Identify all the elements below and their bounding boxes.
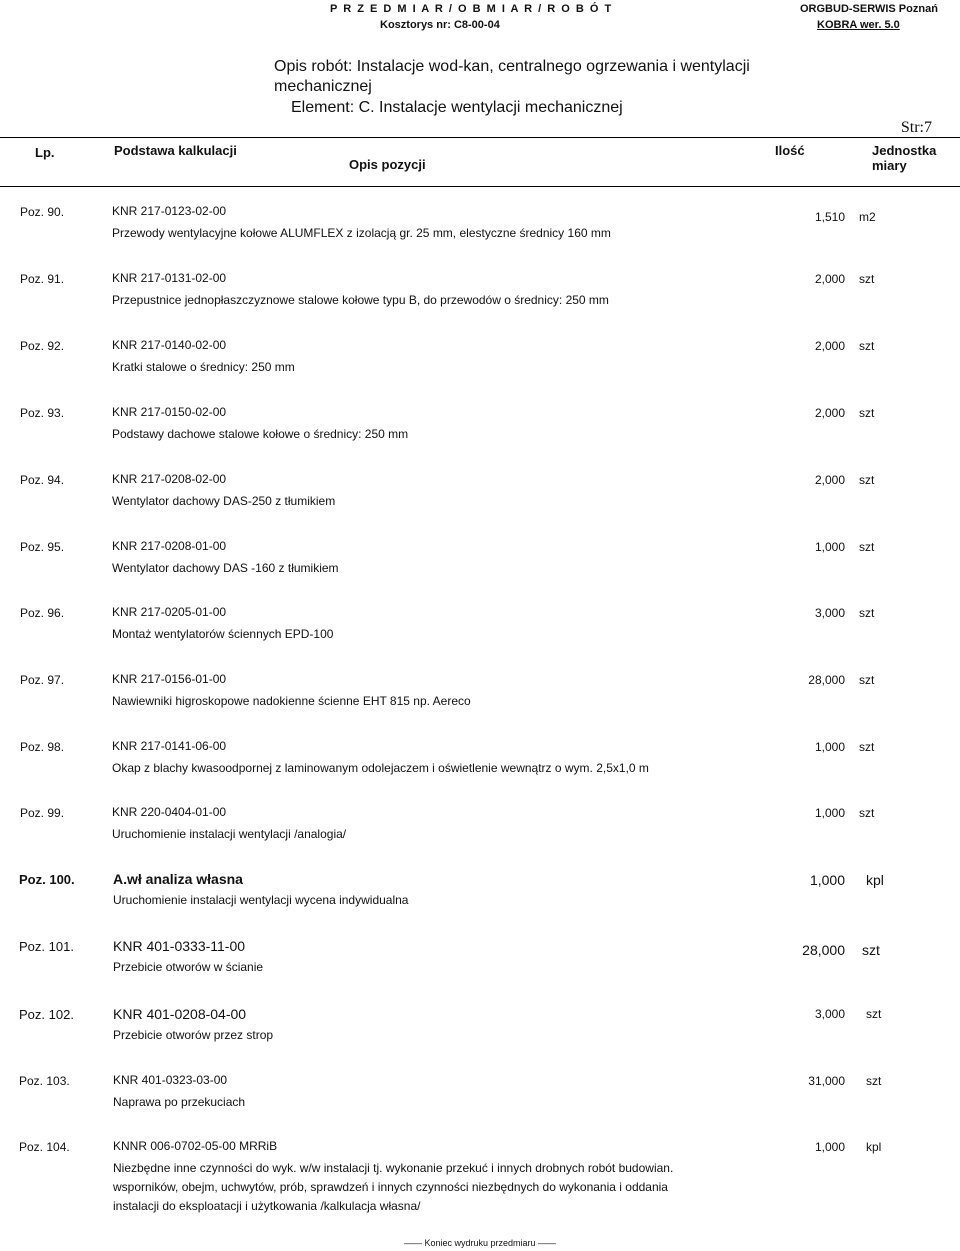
estimate-number: Kosztorys nr: C8-00-04	[380, 19, 500, 31]
column-description: Opis pozycji	[349, 157, 426, 172]
position-description: Okap z blachy kwasoodpornej z laminowanym odolejaczem i oświetlenie wewnątrz o wym. 2,5x1,0 m	[112, 761, 649, 775]
position-quantity: 1,000	[814, 806, 845, 820]
position-number: Poz. 101.	[19, 939, 74, 954]
position-basis-code: A.wł analiza własna	[113, 871, 243, 887]
position-number: Poz. 99.	[20, 806, 65, 820]
report-top-bar	[0, 0, 960, 34]
position-quantity: 3,000	[814, 606, 845, 620]
position-description: Montaż wentylatorów ściennych EPD-100	[112, 627, 334, 641]
position-quantity: 3,000	[814, 1007, 845, 1021]
position-unit: m2	[859, 210, 876, 224]
page-number: Str:7	[900, 119, 932, 136]
position-unit: szt	[859, 540, 875, 554]
end-of-printout-text: —— Koniec wydruku przedmiaru ——	[403, 1238, 557, 1248]
position-basis-code: KNR 217-0131-02-00	[112, 271, 227, 285]
position-unit: szt	[859, 339, 875, 353]
position-quantity: 2,000	[814, 272, 845, 286]
position-unit: szt	[859, 673, 875, 687]
position-number: Poz. 103.	[19, 1074, 70, 1088]
software-version: KOBRA wer. 5.0	[817, 19, 900, 31]
element-title: Element: C. Instalacje wentylacji mechanicznej	[291, 99, 623, 116]
position-unit: szt	[859, 473, 875, 487]
position-description: Wentylator dachowy DAS -160 z tłumikiem	[112, 561, 339, 575]
position-basis-code: KNR 217-0205-01-00	[112, 605, 227, 619]
position-unit: szt	[866, 1007, 882, 1021]
position-basis-code: KNR 217-0150-02-00	[112, 405, 227, 419]
position-number: Poz. 104.	[19, 1140, 70, 1154]
position-description: instalacji do eksploatacji i użytkowania /kalkulacja własna/	[113, 1199, 421, 1213]
column-unit-line1: Jednostka	[872, 143, 937, 158]
position-number: Poz. 97.	[20, 673, 65, 687]
position-number: Poz. 98.	[20, 740, 65, 754]
position-description: Przewody wentylacyjne kołowe ALUMFLEX z izolacją gr. 25 mm, elestyczne średnicy 160 mm	[112, 226, 611, 240]
report-title: P R Z E D M I A R / O B M I A R / R O B Ó T	[330, 3, 613, 15]
position-number: Poz. 100.	[19, 872, 75, 887]
position-unit: szt	[859, 272, 875, 286]
position-quantity: 1,000	[814, 540, 845, 554]
position-basis-code: KNR 217-0140-02-00	[112, 338, 227, 352]
position-number: Poz. 96.	[20, 606, 65, 620]
position-basis-code: KNNR 006-0702-05-00 MRRiB	[113, 1139, 278, 1153]
works-description-line2: mechanicznej	[274, 78, 372, 95]
position-basis-code: KNR 217-0208-02-00	[112, 472, 227, 486]
position-basis-code: KNR 220-0404-01-00	[112, 805, 227, 819]
position-quantity: 31,000	[808, 1074, 845, 1088]
position-quantity: 1,000	[814, 1140, 845, 1154]
position-number: Poz. 102.	[19, 1007, 74, 1022]
position-unit: szt	[859, 606, 875, 620]
position-number: Poz. 93.	[20, 406, 65, 420]
position-quantity: 1,510	[814, 210, 845, 224]
position-basis-code: KNR 217-0123-02-00	[112, 204, 227, 218]
position-unit: szt	[859, 406, 875, 420]
position-quantity: 2,000	[814, 473, 845, 487]
position-basis-code: KNR 401-0333-11-00	[113, 938, 246, 954]
position-description: Uruchomienie instalacji wentylacji /analogia/	[112, 827, 347, 841]
position-quantity: 1,000	[814, 740, 845, 754]
position-description: Niezbędne inne czynności do wyk. w/w instalacji tj. wykonanie przekuć i innych drobnych robót budowian.	[113, 1161, 674, 1175]
position-unit: szt	[862, 942, 880, 958]
position-description: Wentylator dachowy DAS-250 z tłumikiem	[112, 494, 336, 508]
position-description: Naprawa po przekuciach	[113, 1095, 246, 1109]
position-number: Poz. 90.	[20, 205, 65, 219]
position-description: wsporników, obejm, uchwytów, prób, sprawdzeń i innych czynności niezbędnych do wykonania i oddania	[113, 1180, 668, 1194]
column-lp: Lp.	[35, 145, 55, 160]
position-description: Podstawy dachowe stalowe kołowe o średnicy: 250 mm	[112, 427, 409, 441]
position-description: Przebicie otworów w ścianie	[113, 960, 264, 974]
position-basis-code: KNR 217-0208-01-00	[112, 539, 227, 553]
position-quantity: 28,000	[808, 673, 845, 687]
position-description: Uruchomienie instalacji wentylacji wycena indywidualna	[113, 893, 409, 907]
column-header-row	[0, 137, 960, 187]
position-quantity: 2,000	[814, 339, 845, 353]
position-number: Poz. 92.	[20, 339, 65, 353]
column-unit-line2: miary	[872, 158, 907, 173]
end-of-printout	[0, 1238, 960, 1248]
position-unit: szt	[866, 1074, 882, 1088]
position-unit: szt	[859, 806, 875, 820]
position-basis-code: KNR 217-0141-06-00	[112, 739, 227, 753]
position-number: Poz. 91.	[20, 272, 65, 286]
position-basis-code: KNR 401-0208-04-00	[113, 1006, 247, 1022]
position-unit: szt	[859, 740, 875, 754]
position-quantity: 1,000	[809, 872, 845, 888]
position-description: Przebicie otworów przez strop	[113, 1028, 274, 1042]
column-quantity: Ilość	[775, 143, 805, 158]
position-basis-code: KNR 217-0156-01-00	[112, 672, 227, 686]
works-description-line1: Opis robót: Instalacje wod-kan, centralnego ogrzewania i wentylacji	[274, 58, 750, 75]
position-description: Przepustnice jednopłaszczyznowe stalowe kołowe typu B, do przewodów o średnicy: 250 mm	[112, 293, 609, 307]
position-unit: kpl	[866, 872, 884, 888]
column-basis: Podstawa kalkulacji	[114, 143, 237, 158]
position-number: Poz. 95.	[20, 540, 65, 554]
position-basis-code: KNR 401-0323-03-00	[113, 1073, 228, 1087]
position-unit: kpl	[866, 1140, 882, 1154]
position-quantity: 2,000	[814, 406, 845, 420]
position-description: Nawiewniki higroskopowe nadokienne ścienne EHT 815 np. Aereco	[112, 694, 471, 708]
position-number: Poz. 94.	[20, 473, 65, 487]
company-name: ORGBUD-SERWIS Poznań	[800, 3, 938, 15]
position-quantity: 28,000	[802, 942, 845, 958]
position-description: Kratki stalowe o średnicy: 250 mm	[112, 360, 295, 374]
